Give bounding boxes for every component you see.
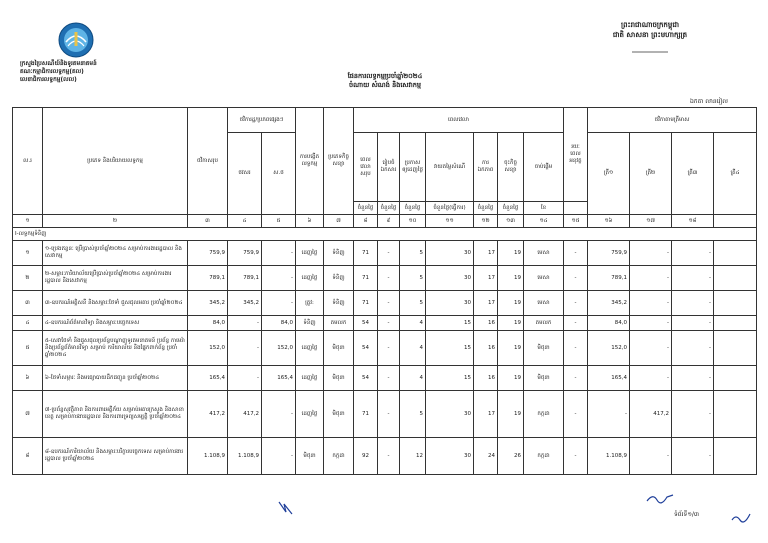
cell-approve: 17 xyxy=(474,241,498,266)
cell-q3: 417,2 xyxy=(630,391,672,438)
col-number: ១០ xyxy=(400,215,426,228)
cell-q2: 84,0 xyxy=(588,316,630,331)
cell-q2: 345,2 xyxy=(588,291,630,316)
col-budget: ថវិកាសរុប xyxy=(188,108,228,215)
cell-q4: - xyxy=(672,391,714,438)
cell-no: ៧ xyxy=(13,391,43,438)
col-number: ១៨ xyxy=(672,215,714,228)
cell-evaluate: 30 xyxy=(426,391,474,438)
cell-remark xyxy=(714,266,757,291)
table-row xyxy=(13,331,757,366)
cell-desc: ៥-សេវាថែទាំ និងជួសជុលប្រព័ន្ធបណ្តាញទូរគមនាគមន៍ ប្រព័ន្ធ កាមេរ៉ា និងប្រព័ន្ធព័ត៌មានវិទ្យា សម្រាប់ ការិយាល័យ និងផ្នែកពាក់ព័ន្ធ ប្រចាំឆ្នាំ២០២៤ xyxy=(43,331,188,366)
cell-other: - xyxy=(262,266,296,291)
col-q4: ត្រី៤ xyxy=(714,133,757,215)
cell-sign: 19 xyxy=(498,291,524,316)
cell-prep: - xyxy=(378,266,400,291)
cell-prep: - xyxy=(378,241,400,266)
cell-budget: 84,0 xyxy=(188,316,228,331)
table-row xyxy=(13,316,757,331)
col-number: ១៦ xyxy=(588,215,630,228)
cell-q3: - xyxy=(630,266,672,291)
cell-state: - xyxy=(228,316,262,331)
cell-no: ៦ xyxy=(13,366,43,391)
cell-method: ត្រូវ: xyxy=(296,291,324,316)
cell-approve: 17 xyxy=(474,266,498,291)
cell-q4: - xyxy=(672,291,714,316)
cell-start: កក្កដា xyxy=(524,438,564,475)
cell-start: មិថុនា xyxy=(524,366,564,391)
cell-total: 71 xyxy=(354,266,378,291)
cell-desc: ៦-ថែទាំសម្ភារៈ និងមធ្យោបាយដឹកជញ្ជូន ប្រចាំឆ្នាំ២០២៤ xyxy=(43,366,188,391)
procurement-plan-table xyxy=(12,107,757,475)
cell-q1: - xyxy=(564,316,588,331)
cell-q2: 789,1 xyxy=(588,266,630,291)
col-total-days: ពេលវេលាសរុប xyxy=(354,133,378,202)
cell-other: - xyxy=(262,391,296,438)
unit-label: ឯកតា លានរៀល xyxy=(690,98,728,105)
cell-announce: 4 xyxy=(400,331,426,366)
cell-total: 71 xyxy=(354,391,378,438)
cell-prep: - xyxy=(378,391,400,438)
cell-approve: 17 xyxy=(474,291,498,316)
cell-announce: 4 xyxy=(400,366,426,391)
cell-evaluate: 15 xyxy=(426,331,474,366)
col-number: ៧ xyxy=(324,215,354,228)
ministry-logo-icon xyxy=(58,22,94,58)
cell-announce: 5 xyxy=(400,266,426,291)
section-row xyxy=(13,228,757,241)
cell-desc: ២-សម្ភារៈការិយាល័យប្រើប្រាស់ប្រចាំឆ្នាំ២០២៤ សម្រាប់ការងាររដ្ឋបាល និងសេវាកម្ម xyxy=(43,266,188,291)
cell-prep: - xyxy=(378,316,400,331)
cell-budget: 759,9 xyxy=(188,241,228,266)
col-schedule: ពេលវេលា xyxy=(354,108,564,133)
cell-remark xyxy=(714,291,757,316)
col-number: ១៧ xyxy=(630,215,672,228)
cell-remark xyxy=(714,241,757,266)
signature-icon xyxy=(645,491,675,505)
col-number: ៤ xyxy=(228,215,262,228)
cell-contract: មិថុនា xyxy=(324,331,354,366)
cell-contract: ទំនិញ xyxy=(324,266,354,291)
cell-sign: 19 xyxy=(498,241,524,266)
cell-method: ដេញថ្លៃ xyxy=(296,366,324,391)
cell-approve: 16 xyxy=(474,366,498,391)
cell-q1: - xyxy=(564,331,588,366)
cell-no: ២ xyxy=(13,266,43,291)
unit-month: ខែ xyxy=(524,202,564,215)
col-prep: រៀបចំឯកសារ xyxy=(378,133,400,202)
col-number: ១៥ xyxy=(564,215,588,228)
cell-prep: - xyxy=(378,331,400,366)
col-type: ប្រភេទ និងបរិយាយលទ្ធកម្ម xyxy=(43,108,188,215)
cell-evaluate: 30 xyxy=(426,241,474,266)
title-line-2: ចំណាយ សំណង់ និងសេវាកម្ម xyxy=(349,81,421,89)
cell-total: 92 xyxy=(354,438,378,475)
cell-q3: - xyxy=(630,316,672,331)
col-q3: ត្រី៣ xyxy=(672,133,714,215)
cell-budget: 789,1 xyxy=(188,266,228,291)
table-body xyxy=(13,241,757,475)
col-method: ការបង្កើតលទ្ធកម្ម xyxy=(296,108,324,215)
unit-day-wd: ចំនួនថ្ងៃ(ធ្វើការ) xyxy=(426,202,474,215)
page-number: ទំព័រទី១/៣ xyxy=(674,511,700,518)
cell-total: 54 xyxy=(354,316,378,331)
cell-contract: តមលក xyxy=(324,316,354,331)
col-quarter-budget: ថវិកាតាមត្រីមាស xyxy=(588,108,757,133)
cell-no: ៣ xyxy=(13,291,43,316)
cell-announce: 12 xyxy=(400,438,426,475)
col-no: ល.រ xyxy=(13,108,43,215)
cell-remark xyxy=(714,316,757,331)
unit-day: ចំនួនថ្ងៃ xyxy=(354,202,378,215)
table-row xyxy=(13,266,757,291)
cell-announce: 5 xyxy=(400,291,426,316)
cell-remark xyxy=(714,391,757,438)
cell-q2: 152,0 xyxy=(588,331,630,366)
cell-desc: ៤-ឧបករណ៍ព័ត៌មានវិទ្យា និងសម្ភារៈបច្ចេកទេស xyxy=(43,316,188,331)
cell-q4: - xyxy=(672,438,714,475)
cell-contract: ទំនិញ xyxy=(324,241,354,266)
cell-method: មិថុនា xyxy=(296,438,324,475)
motto-ornament-icon xyxy=(630,49,670,55)
cell-q3: - xyxy=(630,438,672,475)
cell-method: ទំនិញ xyxy=(296,316,324,331)
cell-sign: 19 xyxy=(498,266,524,291)
cell-q4: - xyxy=(672,266,714,291)
initial-signature-icon xyxy=(276,500,296,516)
header-row-1 xyxy=(13,108,757,133)
cell-sign: 19 xyxy=(498,366,524,391)
cell-q4: - xyxy=(672,316,714,331)
cell-no: ១ xyxy=(13,241,43,266)
col-other: ស.ថ xyxy=(262,133,296,215)
cell-budget: 345,2 xyxy=(188,291,228,316)
col-number: ១ xyxy=(13,215,43,228)
unit-day: ចំនួនថ្ងៃ xyxy=(378,202,400,215)
cell-desc: ៧-ប្រព័ន្ធសុវត្ថិភាព និងការពារអគ្គីភ័យ សម្រាប់អគារក្រសួង និងសាខាខេត្ត សម្រាប់ការងាររដ្ឋបាល និងការពារទ្រព្យសម្បត្តិ ប្រចាំឆ្នាំ២០២៤ xyxy=(43,391,188,438)
cell-method: ដេញថ្លៃ xyxy=(296,391,324,438)
cell-method: ដេញថ្លៃ xyxy=(296,331,324,366)
cell-contract: មិថុនា xyxy=(324,366,354,391)
cell-approve: 24 xyxy=(474,438,498,475)
unit-day: ចំនួនថ្ងៃ xyxy=(474,202,498,215)
cell-evaluate: 30 xyxy=(426,438,474,475)
cell-state: - xyxy=(228,331,262,366)
col-number-blank xyxy=(714,215,757,228)
cell-sign: 19 xyxy=(498,331,524,366)
cell-state: 1.108,9 xyxy=(228,438,262,475)
cell-q4: - xyxy=(672,241,714,266)
cell-start: តមលក xyxy=(524,316,564,331)
cell-evaluate: 30 xyxy=(426,291,474,316)
column-number-row xyxy=(13,215,757,228)
table-row xyxy=(13,438,757,475)
cell-q1: - xyxy=(564,438,588,475)
cell-budget: 165,4 xyxy=(188,366,228,391)
cell-start: មេសា xyxy=(524,241,564,266)
cell-other: 84,0 xyxy=(262,316,296,331)
col-sign: ចុះកិច្ចសន្យា xyxy=(498,133,524,202)
cell-announce: 4 xyxy=(400,316,426,331)
cell-q2: 165,4 xyxy=(588,366,630,391)
col-number: ៥ xyxy=(262,215,296,228)
cell-state: 789,1 xyxy=(228,266,262,291)
cell-q2: 1.108,9 xyxy=(588,438,630,475)
cell-other: - xyxy=(262,438,296,475)
cell-start: មិថុនា xyxy=(524,331,564,366)
cell-other: - xyxy=(262,241,296,266)
cell-prep: - xyxy=(378,366,400,391)
unit-blank xyxy=(564,202,588,215)
table-row xyxy=(13,391,757,438)
cell-state: 345,2 xyxy=(228,291,262,316)
col-announce: ប្រកាសឲ្យដេញថ្លៃ xyxy=(400,133,426,202)
title-line-1: ផែនការលទ្ធកម្មប្រចាំឆ្នាំ២០២៤ xyxy=(347,72,423,80)
cell-contract: មិថុនា xyxy=(324,391,354,438)
cell-q3: - xyxy=(630,331,672,366)
cell-q1: - xyxy=(564,366,588,391)
cell-q4: - xyxy=(672,366,714,391)
col-state: ថវសរ xyxy=(228,133,262,215)
col-number: ៩ xyxy=(378,215,400,228)
cell-sign: 26 xyxy=(498,438,524,475)
cell-desc: ១-ប្រេងឥន្ធនៈ ប្រើប្រាស់ប្រចាំឆ្នាំ២០២៤ សម្រាប់ការងាររដ្ឋបាល និងសេវាកម្ម xyxy=(43,241,188,266)
signature-mark-icon xyxy=(730,510,754,524)
cell-budget: 152,0 xyxy=(188,331,228,366)
cell-q3: - xyxy=(630,241,672,266)
cell-sign: 19 xyxy=(498,316,524,331)
col-q1: ត្រី១ xyxy=(588,133,630,215)
unit-day: ចំនួនថ្ងៃ xyxy=(498,202,524,215)
cell-remark xyxy=(714,438,757,475)
cell-remark xyxy=(714,331,757,366)
cell-total: 54 xyxy=(354,331,378,366)
cell-other: 165,4 xyxy=(262,366,296,391)
cell-start: កក្កដា xyxy=(524,391,564,438)
col-number: ៣ xyxy=(188,215,228,228)
cell-state: - xyxy=(228,366,262,391)
cell-evaluate: 30 xyxy=(426,266,474,291)
cell-method: ដេញថ្លៃ xyxy=(296,241,324,266)
cell-evaluate: 15 xyxy=(426,316,474,331)
cell-desc: ៨-ឧបករណ៍ការិយាល័យ និងសម្ភារៈបរិក្ខារបច្ចេកទេស សម្រាប់ការងាររដ្ឋបាល ប្រចាំឆ្នាំ២០២៤ xyxy=(43,438,188,475)
cell-budget: 1.108,9 xyxy=(188,438,228,475)
cell-approve: 16 xyxy=(474,331,498,366)
cell-method: ដេញថ្លៃ xyxy=(296,266,324,291)
col-contract: ប្រភេទកិច្ចសន្យា xyxy=(324,108,354,215)
cell-sign: 19 xyxy=(498,391,524,438)
cell-prep: - xyxy=(378,291,400,316)
unit-day: ចំនួនថ្ងៃ xyxy=(400,202,426,215)
cell-q2: - xyxy=(588,391,630,438)
cell-evaluate: 15 xyxy=(426,366,474,391)
kingdom-motto: ជាតិ សាសនា ព្រះមហាក្សត្រ xyxy=(612,31,688,39)
cell-approve: 16 xyxy=(474,316,498,331)
cell-state: 417,2 xyxy=(228,391,262,438)
cell-no: ៨ xyxy=(13,438,43,475)
col-number: ២ xyxy=(43,215,188,228)
kingdom-header xyxy=(560,20,740,59)
section-title: I-លទ្ធកម្មទំនិញ xyxy=(13,228,757,241)
cell-no: ៤ xyxy=(13,316,43,331)
col-approve: ការឯកភាព xyxy=(474,133,498,202)
table-row xyxy=(13,366,757,391)
cell-prep: - xyxy=(378,438,400,475)
cell-q1: - xyxy=(564,241,588,266)
cell-other: - xyxy=(262,291,296,316)
col-number: ១៤ xyxy=(524,215,564,228)
cell-q1: - xyxy=(564,291,588,316)
col-source: ថវិការដ្ឋ/ប្រភពផ្សេងៗ xyxy=(228,108,296,133)
cell-q4: - xyxy=(672,331,714,366)
cell-remark xyxy=(714,366,757,391)
cell-total: 54 xyxy=(354,366,378,391)
org-line-ministry: ក្រសួងប្រៃសណីយ៍និងទូរគមនាគមន៍ xyxy=(20,61,97,67)
col-number: ១៣ xyxy=(498,215,524,228)
org-line-committee: គណៈកម្មាធិការលទ្ធកម្ម(គល) xyxy=(20,69,84,75)
cell-q2: 759,9 xyxy=(588,241,630,266)
col-number: ១១ xyxy=(426,215,474,228)
cell-q3: - xyxy=(630,366,672,391)
document-title xyxy=(250,72,520,90)
cell-approve: 17 xyxy=(474,391,498,438)
cell-announce: 5 xyxy=(400,391,426,438)
cell-q1: - xyxy=(564,266,588,291)
cell-total: 71 xyxy=(354,291,378,316)
col-number: ១២ xyxy=(474,215,498,228)
cell-start: មេសា xyxy=(524,266,564,291)
col-number: ៦ xyxy=(296,215,324,228)
cell-contract: កក្កដា xyxy=(324,438,354,475)
cell-budget: 417,2 xyxy=(188,391,228,438)
cell-state: 759,9 xyxy=(228,241,262,266)
col-duration: រយៈពេលអនុវត្ត xyxy=(564,108,588,202)
cell-no: ៥ xyxy=(13,331,43,366)
organization-block xyxy=(20,60,220,84)
cell-announce: 5 xyxy=(400,241,426,266)
table-row xyxy=(13,291,757,316)
col-evaluate: វាយតម្លៃសំណើ xyxy=(426,133,474,202)
table-row xyxy=(13,241,757,266)
col-start: ចាប់ផ្តើម xyxy=(524,133,564,202)
col-q2: ត្រី២ xyxy=(630,133,672,215)
cell-start: មេសា xyxy=(524,291,564,316)
cell-contract: ទំនិញ xyxy=(324,291,354,316)
cell-desc: ៣-ឧបករណ៍អគ្គិសនី និងសម្ភារៈថែទាំ ជួសជុលអគារ ប្រចាំឆ្នាំ២០២៤ xyxy=(43,291,188,316)
cell-total: 71 xyxy=(354,241,378,266)
col-number: ៨ xyxy=(354,215,378,228)
org-line-secretariat: លេខាធិការលទ្ធកម្ម(លល) xyxy=(20,77,77,83)
cell-q3: - xyxy=(630,291,672,316)
cell-q1: - xyxy=(564,391,588,438)
cell-other: 152,0 xyxy=(262,331,296,366)
kingdom-title: ព្រះរាជាណាចក្រកម្ពុជា xyxy=(620,21,679,29)
